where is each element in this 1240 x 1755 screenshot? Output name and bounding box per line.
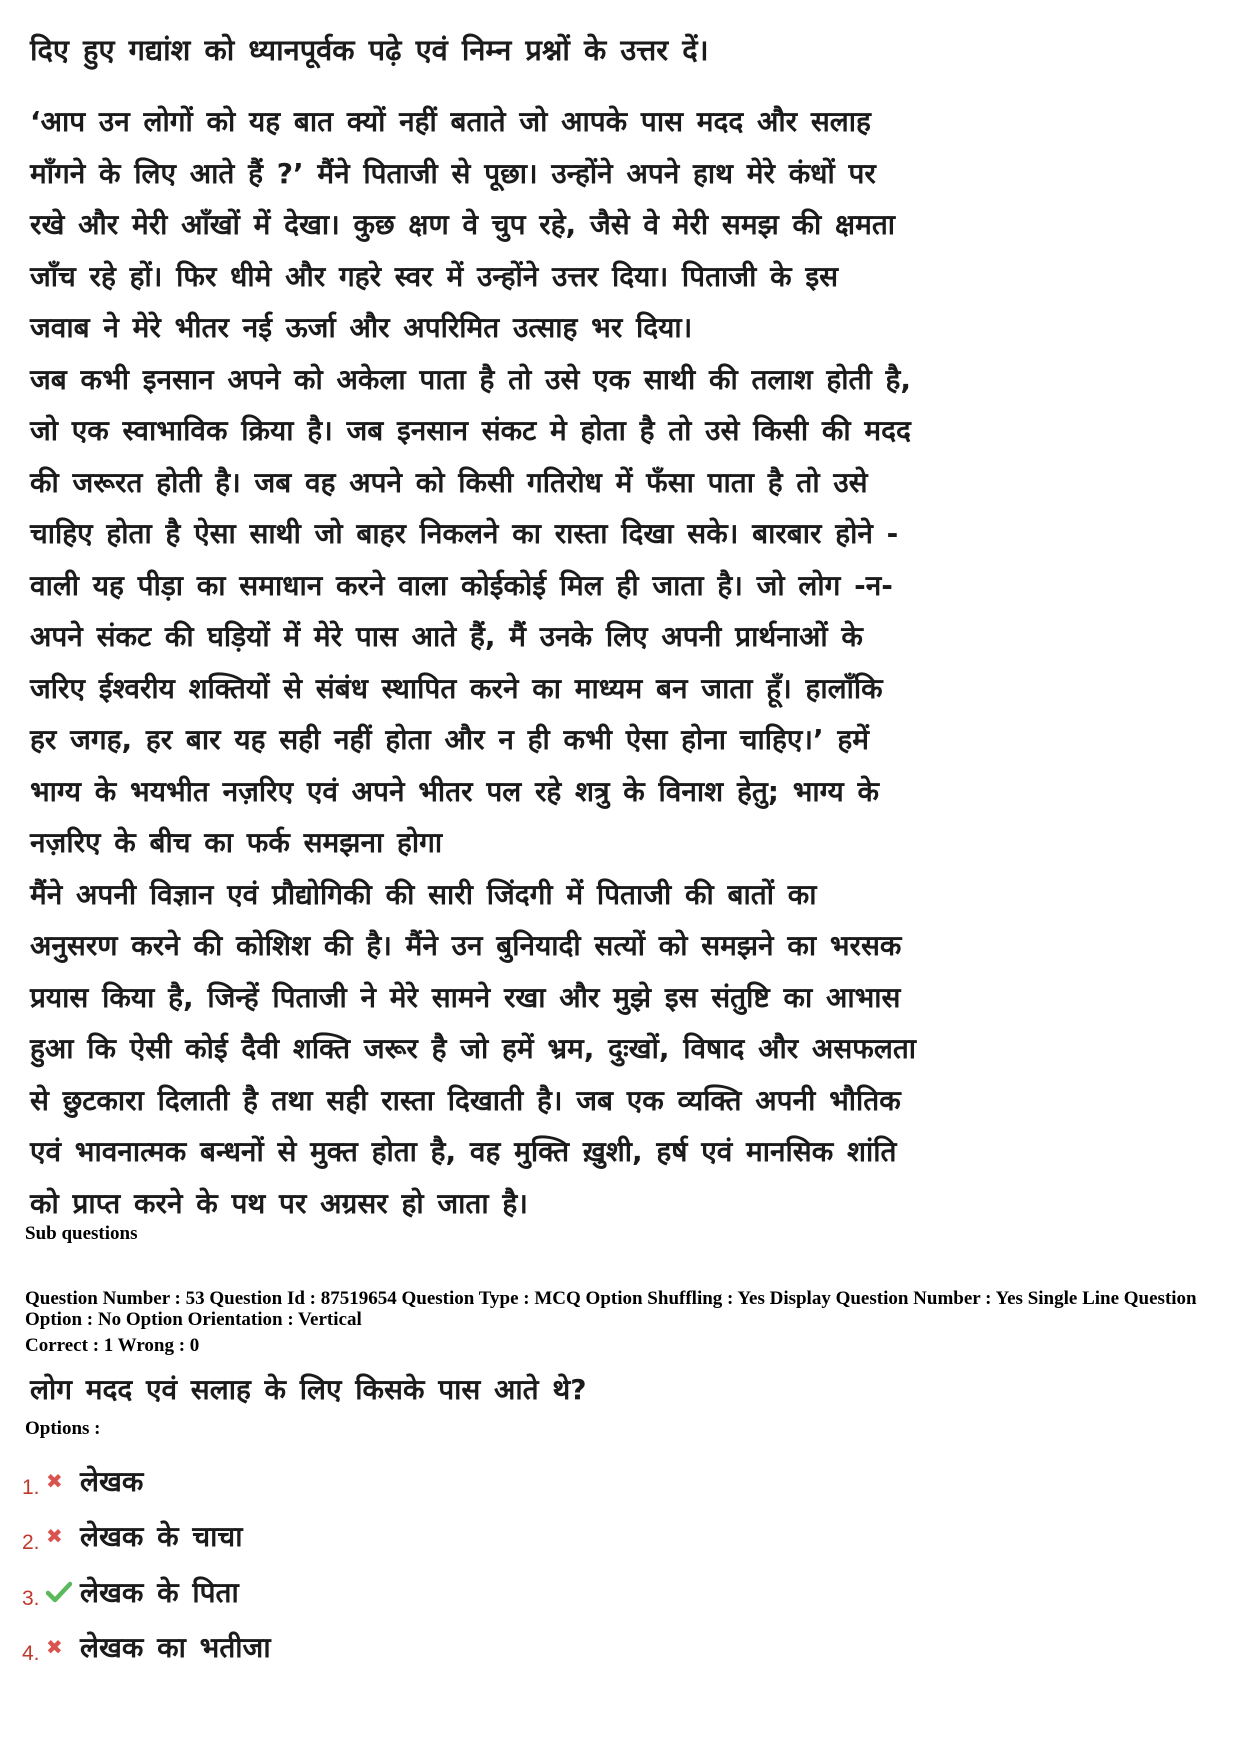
passage-line: को प्राप्त करने के पथ पर अग्रसर हो जाता है। xyxy=(30,1186,528,1220)
passage-line: हर जगह, हर बार यह सही नहीं होता और न ही कभी ऐसा होना चाहिए।’ हमें xyxy=(30,723,870,756)
passage-line: भाग्य के भयभीत नज़रिए एवं अपने भीतर पल रहे शत्रु के विनाश हेतु; भाग्य के xyxy=(30,774,880,808)
cross-icon: ✖ xyxy=(46,1635,63,1660)
passage-line: वाली यह पीड़ा का समाधान करने वाला कोईकोई मिल ही जाता है। जो लोग -न- xyxy=(30,568,893,602)
passage-line: रखे और मेरी आँखों में देखा। कुछ क्षण वे चुप रहे, जैसे वे मेरी समझ की क्षमता xyxy=(30,208,896,241)
question-text: लोग मदद एवं सलाह के लिए किसके पास आते थे? xyxy=(30,1373,587,1406)
option-text: लेखक के चाचा xyxy=(80,1520,243,1554)
comprehension-passage xyxy=(30,96,1090,1229)
sub-questions-heading: Sub questions xyxy=(25,1223,138,1244)
question-metadata: Question Number : 53 Question Id : 87519654 Question Type : MCQ Option Shuffling : Yes Display Question Number : Yes Single Line Question Option : No Option Orientation : Vertical xyxy=(25,1288,1197,1330)
passage-line: माँगने के लिए आते हैं ?’ मैंने पिताजी से पूछा। उन्होंने अपने हाथ मेरे कंधों पर xyxy=(30,156,876,190)
passage-instruction: दिए हुए गद्यांश को ध्यानपूर्वक पढ़े एवं निम्न प्रश्नों के उत्तर दें। xyxy=(30,33,709,67)
passage-line: अनुसरण करने की कोशिश की है। मैंने उन बुनियादी सत्यों को समझने का भरसक xyxy=(30,929,902,962)
passage-line: हुआ कि ऐसी कोई दैवी शक्ति जरूर है जो हमें भ्रम, दुःखों, विषाद और असफलता xyxy=(30,1032,917,1065)
passage-line: चाहिए होता है ऐसा साथी जो बाहर निकलने का रास्ता दिखा सके। बारबार होने - xyxy=(30,517,899,550)
option-number: 4. xyxy=(22,1642,40,1666)
option-number: 2. xyxy=(22,1531,40,1555)
option-number: 3. xyxy=(22,1586,40,1610)
option-1[interactable] xyxy=(22,1453,271,1509)
check-icon xyxy=(46,1581,80,1603)
option-text: लेखक का भतीजा xyxy=(80,1631,271,1665)
option-3[interactable] xyxy=(22,1564,271,1620)
passage-line: अपने संकट की घड़ियों में मेरे पास आते हैं, मैं उनके लिए अपनी प्रार्थनाओं के xyxy=(30,620,863,653)
passage-line: नज़रिए के बीच का फर्क समझना होगा xyxy=(30,826,443,859)
cross-icon: ✖ xyxy=(46,1524,63,1549)
passage-line: की जरूरत होती है। जब वह अपने को किसी गतिरोध में फँसा पाता है तो उसे xyxy=(30,465,868,499)
cross-icon: ✖ xyxy=(46,1468,63,1493)
option-text: लेखक xyxy=(80,1464,144,1498)
passage-line: मैंने अपनी विज्ञान एवं प्रौद्योगिकी की सारी जिंदगी में पिताजी की बातों का xyxy=(30,877,817,911)
options-heading: Options : xyxy=(25,1418,101,1439)
options-list xyxy=(22,1453,271,1675)
passage-line: जो एक स्वाभाविक क्रिया है। जब इनसान संकट मे होता है तो उसे किसी की मदद xyxy=(30,414,911,447)
passage-line: जाँच रहे हों। फिर धीमे और गहरे स्वर में उन्होंने उत्तर दिया। पिताजी के इस xyxy=(30,259,838,293)
passage-line: प्रयास किया है, जिन्हें पिताजी ने मेरे सामने रखा और मुझे इस संतुष्टि का आभास xyxy=(30,980,901,1014)
passage-line: एवं भावनात्मक बन्धनों से मुक्त होता है, वह मुक्ति ख़ुशी, हर्ष एवं मानसिक शांति xyxy=(30,1135,897,1168)
passage-line: जवाब ने मेरे भीतर नई ऊर्जा और अपरिमित उत्साह भर दिया। xyxy=(30,311,693,344)
passage-line: ‘आप उन लोगों को यह बात क्यों नहीं बताते जो आपके पास मदद और सलाह xyxy=(30,105,871,138)
passage-line: जरिए ईश्वरीय शक्तियों से संबंध स्थापित करने का माध्यम बन जाता हूँ। हालाँकि xyxy=(30,671,883,705)
option-number: 1. xyxy=(22,1475,40,1499)
option-4[interactable] xyxy=(22,1620,271,1676)
option-2[interactable] xyxy=(22,1509,271,1565)
passage-line: जब कभी इनसान अपने को अकेला पाता है तो उसे एक साथी की तलाश होती है, xyxy=(30,362,912,396)
marking-scheme: Correct : 1 Wrong : 0 xyxy=(25,1335,200,1356)
passage-line: से छुटकारा दिलाती है तथा सही रास्ता दिखाती है। जब एक व्यक्ति अपनी भौतिक xyxy=(30,1083,901,1117)
option-text: लेखक के पिता xyxy=(80,1575,239,1609)
